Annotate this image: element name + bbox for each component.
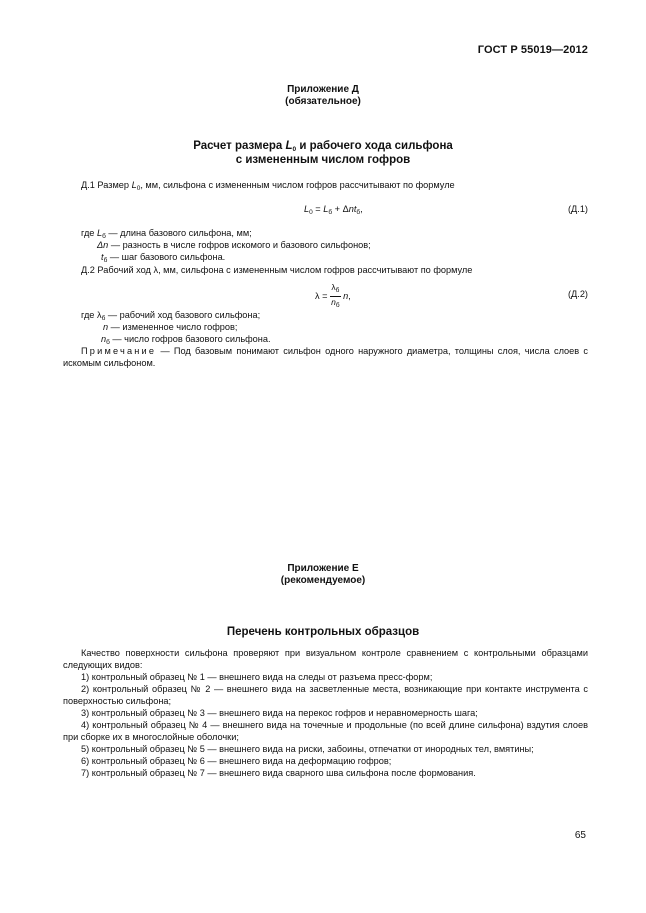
appendix-e-status: (рекомендуемое) (280, 575, 366, 586)
where-d2-item: $n_б$ — число гофров базового сильфона. (101, 334, 271, 346)
list-item: 4) контрольный образец № 4 — внешнего вида на точечные и продольные (по всей длине сильфона) вздутия слоев при сборке их в многослойные оболочки; (63, 720, 588, 742)
page-number: 65 (574, 830, 586, 841)
where-d1-item: Δn — разность в числе гофров искомого и базового сильфонов; (97, 240, 371, 250)
where-d2-item: где $\lambda_б$ — рабочий ход базового сильфона; (81, 310, 261, 322)
list-item: 3) контрольный образец № 3 — внешнего вида на перекос гофров и неравномерность шага; (81, 708, 478, 718)
where-d1-item: где $L_б$ — длина базового сильфона, мм; (81, 228, 252, 240)
appendix-d-section-title-line2: с измененным числом гофров (235, 154, 411, 166)
where-d2-item: n — измененное число гофров; (103, 322, 238, 332)
document-header: ГОСТ Р 55019—2012 (477, 44, 588, 56)
note: Примечание — Под базовым понимают сильфон одного наружного диаметра, толщины слоя, числа слоев с искомым сильфоном. (63, 346, 588, 368)
paragraph-d2: Д.2 Рабочий ход λ, мм, сильфона с измененным числом гофров рассчитывают по формуле (81, 265, 473, 275)
list-item: 5) контрольный образец № 5 — внешнего вида на риски, забоины, отпечатки от инородных тел, вмятины; (81, 744, 534, 754)
paragraph-d1: Д.1 Размер $L_0$, мм, сильфона с измененным числом гофров рассчитывают по формуле (81, 180, 455, 192)
list-item: 7) контрольный образец № 7 — внешнего вида сварного шва сильфона после формования. (81, 768, 476, 778)
appendix-e-title: Приложение Е (287, 563, 359, 574)
formula-d2: λ = $\frac{\lambda_б}{n_б}$ n, (315, 282, 351, 309)
appendix-e-intro: Качество поверхности сильфона проверяют при визуальном контроле сравнением с контрольными образцами следующих видов: (63, 648, 588, 670)
list-item: 6) контрольный образец № 6 — внешнего вида на деформацию гофров; (81, 756, 392, 766)
appendix-d-status: (обязательное) (285, 96, 361, 107)
formula-d2-number: (Д.2) (567, 289, 588, 299)
appendix-d-title: Приложение Д (287, 84, 359, 95)
appendix-e-section-title: Перечень контрольных образцов (226, 626, 420, 638)
formula-d1: $L_0 = L_б + \Delta nt_б$, (304, 204, 363, 216)
sample-list (63, 671, 588, 779)
formula-d1-number: (Д.1) (567, 204, 588, 214)
where-d1-item: $t_б$ — шаг базового сильфона. (101, 252, 226, 264)
list-item: 1) контрольный образец № 1 — внешнего вида на следы от разъема пресс-форм; (81, 672, 433, 682)
fraction: $\frac{\lambda_б}{n_б}$ (331, 282, 340, 309)
appendix-d-section-title-line1: Расчет размера $L_0$ и рабочего хода сильфона (193, 140, 453, 153)
list-item: 2) контрольный образец № 2 — внешнего вида на засветленные места, возникающие при контакте инструмента с поверхностью сильфона; (63, 684, 588, 706)
